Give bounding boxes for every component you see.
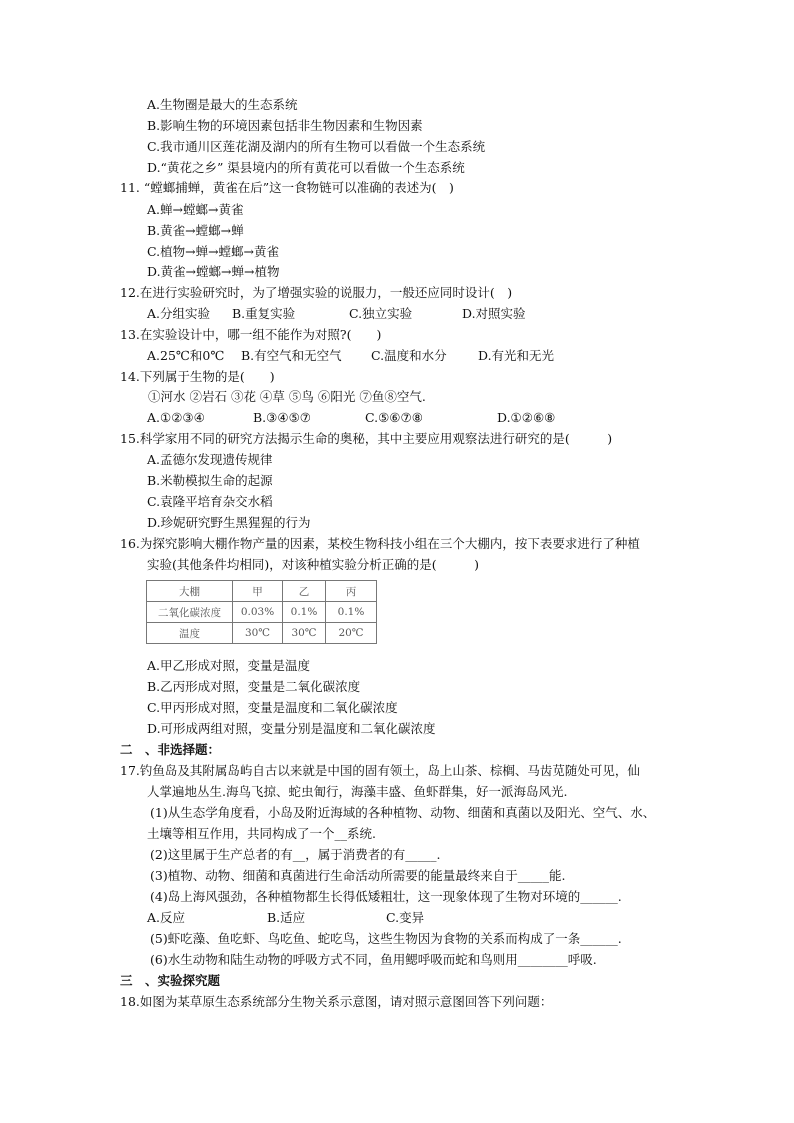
- q11-option-a: A.蝉→螳螂→黄雀: [147, 202, 244, 217]
- q17-part5: (5)虾吃藻、鱼吃虾、鸟吃鱼、蛇吃鸟，这些生物因为食物的关系而构成了一条______.: [150, 931, 622, 946]
- q17-part4-option-a: A.反应: [147, 910, 186, 925]
- q17-part1-line2: 土壤等相互作用，共同构成了一个__系统.: [147, 826, 376, 841]
- table-header-row: [147, 581, 377, 602]
- table-cell: 20℃: [326, 623, 377, 644]
- q17-stem-line1: 17.钓鱼岛及其附属岛屿自古以来就是中国的固有领土，岛上山茶、棕榈、马齿苋随处可见，仙: [120, 763, 640, 778]
- q12-option-b: B.重复实验: [232, 306, 296, 321]
- q14-option-c: C.⑤⑥⑦⑧: [365, 410, 423, 425]
- q18-stem: 18.如图为某草原生态系统部分生物关系示意图，请对照示意图回答下列问题：: [120, 994, 553, 1009]
- table-cell: 30℃: [283, 623, 326, 644]
- q16-stem-line2: 实验(其他条件均相同)，对该种植实验分析正确的是( ): [147, 557, 480, 572]
- q11-option-c: C.植物→蝉→螳螂→黄雀: [147, 244, 280, 259]
- q15-option-a: A.孟德尔发现遗传规律: [147, 452, 273, 467]
- q16-option-d: D.可形成两组对照，变量分别是温度和二氧化碳浓度: [147, 721, 436, 736]
- q15-stem: 15.科学家用不同的研究方法揭示生命的奥秘，其中主要应用观察法进行研究的是( ): [120, 431, 613, 446]
- q13-option-c: C.温度和水分: [371, 348, 447, 363]
- table-cell: 0.03%: [233, 602, 283, 623]
- q16-stem-line1: 16.为探究影响大棚作物产量的因素，某校生物科技小组在三个大棚内，按下表要求进行了种植: [120, 536, 640, 551]
- q17-part6: (6)水生动物和陆生动物的呼吸方式不同，鱼用鳃呼吸而蛇和鸟则用________呼吸.: [150, 952, 597, 967]
- q10-option-c: C.我市通川区莲花湖及湖内的所有生物可以看做一个生态系统: [147, 139, 486, 154]
- q11-stem: 11. “螳螂捕蝉，黄雀在后”这一食物链可以准确的表述为( ): [120, 180, 454, 195]
- q15-option-c: C.袁隆平培育杂交水稻: [147, 494, 273, 509]
- q13-stem: 13.在实验设计中，哪一组不能作为对照?( ): [120, 327, 382, 342]
- q17-part3: (3)植物、动物、细菌和真菌进行生命活动所需要的能量最终来自于_____能.: [150, 868, 566, 883]
- q11-option-d: D.黄雀→螳螂→蝉→植物: [147, 264, 280, 279]
- q12-option-d: D.对照实验: [462, 306, 526, 321]
- q14-option-a: A.①②③④: [147, 410, 205, 425]
- q13-option-a: A.25℃和0℃: [147, 348, 225, 363]
- q10-option-b: B.影响生物的环境因素包括非生物因素和生物因素: [147, 118, 423, 133]
- q17-part4: (4)岛上海风强劲，各种植物都生长得低矮粗壮，这一现象体现了生物对环境的______.: [150, 889, 622, 904]
- table-cell: 0.1%: [326, 602, 377, 623]
- table-header-cell: 丙: [326, 581, 377, 602]
- q15-option-b: B.米勒模拟生命的起源: [147, 473, 273, 488]
- q14-stem: 14.下列属于生物的是( ): [120, 369, 275, 384]
- q12-option-a: A.分组实验: [147, 306, 211, 321]
- q16-option-b: B.乙丙形成对照，变量是二氧化碳浓度: [147, 679, 361, 694]
- table-cell: 0.1%: [283, 602, 326, 623]
- q17-part4-option-c: C.变异: [386, 910, 425, 925]
- q17-part2: (2)这里属于生产总者的有__，属于消费者的有_____.: [150, 847, 441, 862]
- q16-option-c: C.甲丙形成对照，变量是温度和二氧化碳浓度: [147, 700, 398, 715]
- q15-option-d: D.珍妮研究野生黑猩猩的行为: [147, 515, 311, 530]
- q16-option-a: A.甲乙形成对照，变量是温度: [147, 658, 311, 673]
- q12-stem: 12.在进行实验研究时，为了增强实验的说服力，一般还应同时设计( ): [120, 285, 513, 300]
- experiment-table: [146, 580, 377, 644]
- table-row: [147, 623, 377, 644]
- q14-option-d: D.①②⑥⑧: [497, 410, 556, 425]
- q12-option-c: C.独立实验: [349, 306, 413, 321]
- table-row: [147, 602, 377, 623]
- q10-option-d: D.“黄花之乡” 渠县境内的所有黄花可以看做一个生态系统: [147, 160, 465, 175]
- q11-option-b: B.黄雀→螳螂→蝉: [147, 223, 244, 238]
- table-cell: 30℃: [233, 623, 283, 644]
- table-header-cell: 乙: [283, 581, 326, 602]
- q13-option-b: B.有空气和无空气: [241, 348, 342, 363]
- table-header-cell: 甲: [233, 581, 283, 602]
- q17-part4-option-b: B.适应: [267, 910, 306, 925]
- q14-option-b: B.③④⑤⑦: [253, 410, 311, 425]
- section-heading-experiment: 三 、实验探究题: [120, 973, 221, 988]
- q13-option-d: D.有光和无光: [478, 348, 555, 363]
- section-heading-nonchoice: 二 、非选择题：: [120, 742, 221, 757]
- q10-option-a: A.生物圈是最大的生态系统: [147, 97, 298, 112]
- table-cell: 二氧化碳浓度: [147, 602, 233, 623]
- q17-stem-line2: 人掌遍地丛生.海鸟飞掠、蛇虫匍行，海藻丰盛、鱼虾群集，好一派海岛风光.: [147, 784, 568, 799]
- table-cell: 温度: [147, 623, 233, 644]
- q17-part1-line1: (1)从生态学角度看，小岛及附近海域的各种植物、动物、细菌和真菌以及阳光、空气、水、: [150, 805, 656, 820]
- table-header-cell: 大棚: [147, 581, 233, 602]
- q14-items: ①河水 ②岩石 ③花 ④草 ⑤鸟 ⑥阳光 ⑦鱼⑧空气.: [148, 389, 426, 404]
